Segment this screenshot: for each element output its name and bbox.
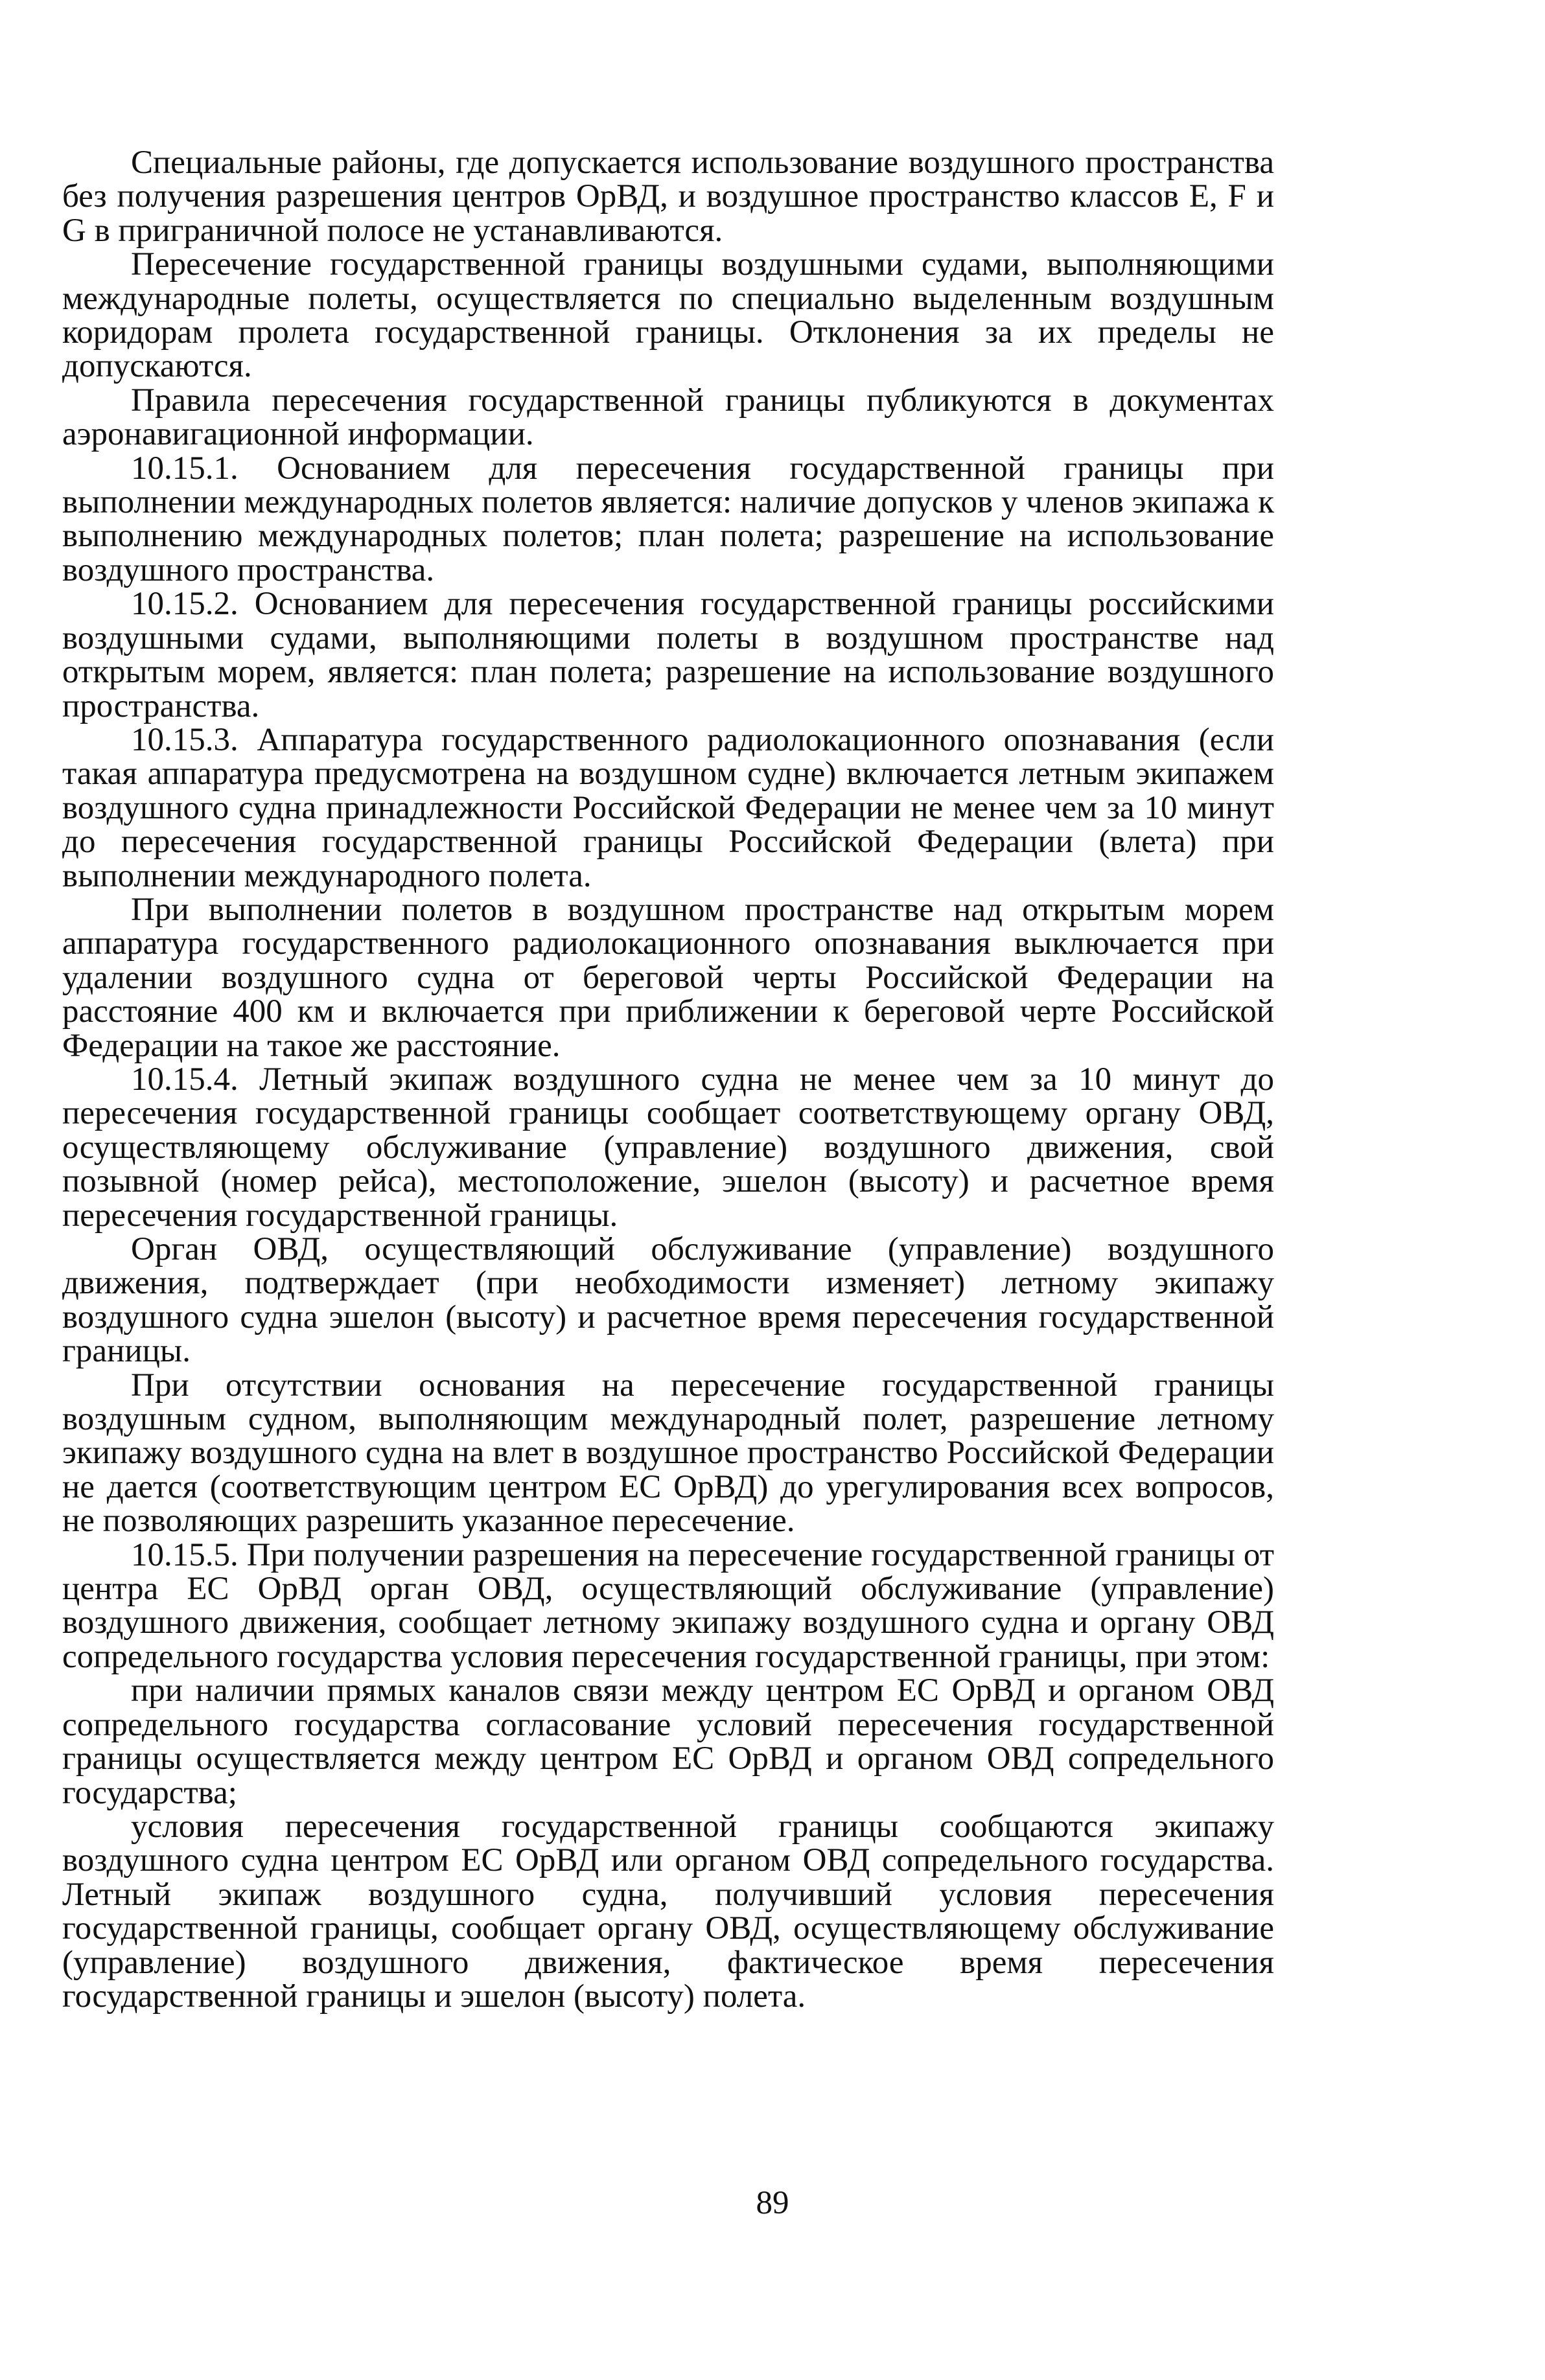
paragraph-border-crossing-corridors: Пересечение государственной границы воздушными судами, выполняющими международные полеты, осуществляется по специально выделенным воздушным коридорам пролета государственной границы. Отклонения за их пределы не допускаются. — [62, 246, 1274, 385]
paragraph-10-15-5: 10.15.5. При получении разрешения на пересечение государственной границы от центра ЕС ОрВД орган ОВД, осуществляющий обслуживание (управление) воздушного движения, сообщает летному экипажу воздушного судна и органу ОВД сопредельного государства условия пересечения государственной границы, при этом: — [62, 1536, 1274, 1675]
paragraph-open-sea-transponder: При выполнении полетов в воздушном пространстве над открытым морем аппаратура государственного радиолокационного опознавания выключается при удалении воздушного судна от береговой черты Российской Федерации на расстояние 400 км и включается при приближении к береговой черте Российской Федерации на такое же расстояние. — [62, 891, 1274, 1064]
paragraph-10-15-3: 10.15.3. Аппаратура государственного радиолокационного опознавания (если такая аппаратура предусмотрена на воздушном судне) включается летным экипажем воздушного судна принадлежности Российской Федерации не менее чем за 10 минут до пересечения государственной границы Российской Федерации (влета) при выполнении международного полета. — [62, 721, 1274, 894]
paragraph-crossing-rules: Правила пересечения государственной границы публикуются в документах аэронавигационной информации. — [62, 382, 1274, 453]
paragraph-no-permission: При отсутствии основания на пересечение государственной границы воздушным судном, выполняющим международный полет, разрешение летному экипажу воздушного судна на влет в воздушное пространство Российской Федерации не дается (соответствующим центром ЕС ОрВД) до урегулирования всех вопросов, не позволяющих разрешить указанное пересечение. — [62, 1367, 1274, 1540]
paragraph-atc-confirmation: Орган ОВД, осуществляющий обслуживание (управление) воздушного движения, подтверждает (при необходимости изменяет) летному экипажу воздушного судна эшелон (высоту) и расчетное время пересечения государственной границы. — [62, 1231, 1274, 1370]
paragraph-crossing-conditions: условия пересечения государственной границы сообщаются экипажу воздушного судна центром ЕС ОрВД или органом ОВД сопредельного государства. Летный экипаж воздушного судна, получивший условия пересечения государственной границы, сообщает органу ОВД, осуществляющему обслуживание (управление) воздушного движения, фактическое время пересечения государственной границы и эшелон (высоту) полета. — [62, 1808, 1274, 2015]
paragraph-10-15-4: 10.15.4. Летный экипаж воздушного судна не менее чем за 10 минут до пересечения государственной границы сообщает соответствующему органу ОВД, осуществляющему обслуживание (управление) воздушного движения, свой позывной (номер рейса), местоположение, эшелон (высоту) и расчетное время пересечения государственной границы. — [62, 1061, 1274, 1234]
paragraph-direct-channels: при наличии прямых каналов связи между центром ЕС ОрВД и органом ОВД сопредельного государства согласование условий пересечения государственной границы осуществляется между центром ЕС ОрВД и органом ОВД сопредельного государства; — [62, 1672, 1274, 1811]
paragraph-10-15-2: 10.15.2. Основанием для пересечения государственной границы российскими воздушными судами, выполняющими полеты в воздушном пространстве над открытым морем, является: план полета; разрешение на использование воздушного пространства. — [62, 586, 1274, 724]
paragraph-special-zones: Специальные районы, где допускается использование воздушного пространства без получения разрешения центров ОрВД, и воздушное пространство классов Е, F и G в приграничной полосе не устанавливаются. — [62, 144, 1274, 249]
page-number: 89 — [756, 2185, 789, 2221]
paragraph-10-15-1: 10.15.1. Основанием для пересечения государственной границы при выполнении международных полетов является: наличие допусков у членов экипажа к выполнению международных полетов; план полета; разрешение на использование воздушного пространства. — [62, 450, 1274, 588]
document-body — [62, 146, 1274, 2013]
